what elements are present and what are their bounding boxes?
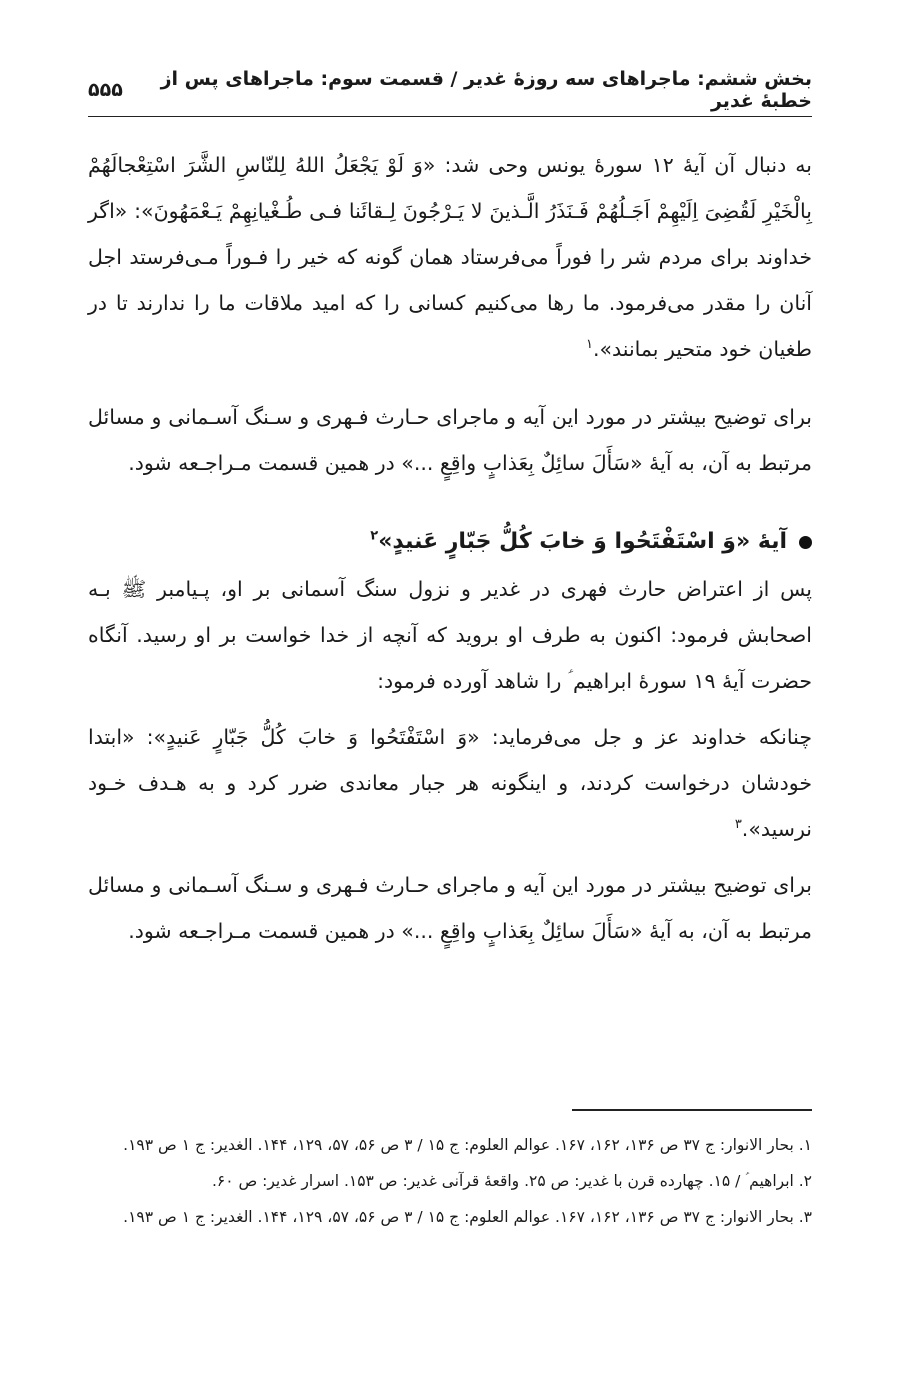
footnote-divider bbox=[572, 1109, 812, 1111]
bullet-icon bbox=[799, 536, 812, 549]
running-title: بخش ششم: ماجراهای سه روزۀ غدیر / قسمت سوم: ماجراهای پس از خطبۀ غدیر bbox=[160, 68, 812, 112]
paragraph-5: برای توضیح بیشتر در مورد این آیه و ماجرای حـارث فـهری و سـنگ آسـمانی و مسائل مرتبط به آن، به آیۀ «سَأَلَ سائِلٌ بِعَذابٍ واقِعٍ ...» در همین قسمت مـراجـعه شود. bbox=[88, 873, 812, 943]
footnote-3: ۳. بحار الانوار: ج ۳۷ ص ۱۳۶، ۱۶۲، ۱۶۷. عوالم العلوم: ج ۱۵ / ۳ ص ۵۶، ۵۷، ۱۲۹، ۱۴۴. الغدیر: ج ۱ ص ۱۹۳. bbox=[123, 1208, 812, 1226]
footnote-2: ۲. ابراهیم ؑ / ۱۵. چهارده قرن با غدیر: ص ۲۵. واقعۀ قرآنی غدیر: ص ۱۵۳. اسرار غدیر: ص ۶۰. bbox=[211, 1172, 812, 1190]
paragraph-2: برای توضیح بیشتر در مورد این آیه و ماجرای حـارث فـهری و سـنگ آسـمانی و مسائل مرتبط به آن، به آیۀ «سَأَلَ سائِلٌ بِعَذابٍ واقِعٍ ...» در همین قسمت مـراجـعه شود. bbox=[88, 405, 812, 475]
paragraph-4: چنانکه خداوند عز و جل می‌فرماید: «وَ اسْتَفْتَحُوا وَ خابَ کُلُّ جَبّارٍ عَنیدٍ»: «ابتدا خودشان درخواست کردند، و اینگونه هر جبار معاندی ضرر کرد و به هـدف خـود نرسید».$^۳$ bbox=[88, 725, 812, 841]
page-header bbox=[88, 68, 812, 112]
heading-text: آیۀ «وَ اسْتَفْتَحُوا وَ خابَ کُلُّ جَبّارٍ عَنیدٍ» bbox=[378, 529, 787, 554]
page-number: ۵۵۵ bbox=[88, 79, 123, 101]
footnote-ref-2: ۲ bbox=[370, 528, 379, 544]
section-heading bbox=[88, 518, 812, 566]
footnote-ref-3: ۳ bbox=[734, 817, 742, 833]
paragraph-3: پس از اعتراض حارث فهری در غدیر و نزول سنگ آسمانی بر او، پـیامبر ﷺ بـه اصحابش فرمود: اکنون به طرف او بروید که آنچه از خدا خواست بر او رسید. آنگاه حضرت آیۀ ۱۹ سورۀ ابراهیم ؑ را شاهد آورده فرمود: bbox=[88, 577, 812, 693]
header-divider bbox=[88, 116, 812, 117]
footnote-ref-1: ۱ bbox=[585, 337, 593, 353]
paragraph-1: به دنبال آن آیۀ ۱۲ سورۀ یونس وحی شد: «وَ لَوْ یَجْعَلُ اللهُ لِلنّاسِ الشَّرَ اسْتِعْجالَهُمْ بِالْخَیْرِ لَقُضِیَ اِلَیْهِمْ اَجَـلُهُمْ فَـنَذَرُ الَّـذینَ لا یَـرْجُونَ لِـقائَنا فـی طُـغْیانِهِمْ یَـعْمَهُونَ»: «اگر خداوند برای مردم شر را فوراً می‌فرستاد همان گونه که خیر را فـوراً مـی‌فرستد اجل آنان را مقدر می‌فرمود. ما رها می‌کنیم کسانی را که امید ملاقات ما را ندارند تا در طغیان خود متحیر بمانند».$^۱$ bbox=[88, 153, 812, 361]
main-text bbox=[88, 142, 812, 954]
book-page bbox=[88, 0, 812, 1390]
footnote-1: ۱. بحار الانوار: ج ۳۷ ص ۱۳۶، ۱۶۲، ۱۶۷. عوالم العلوم: ج ۱۵ / ۳ ص ۵۶، ۵۷، ۱۲۹، ۱۴۴. الغدیر: ج ۱ ص ۱۹۳. bbox=[123, 1136, 812, 1154]
footnotes bbox=[88, 1130, 812, 1232]
